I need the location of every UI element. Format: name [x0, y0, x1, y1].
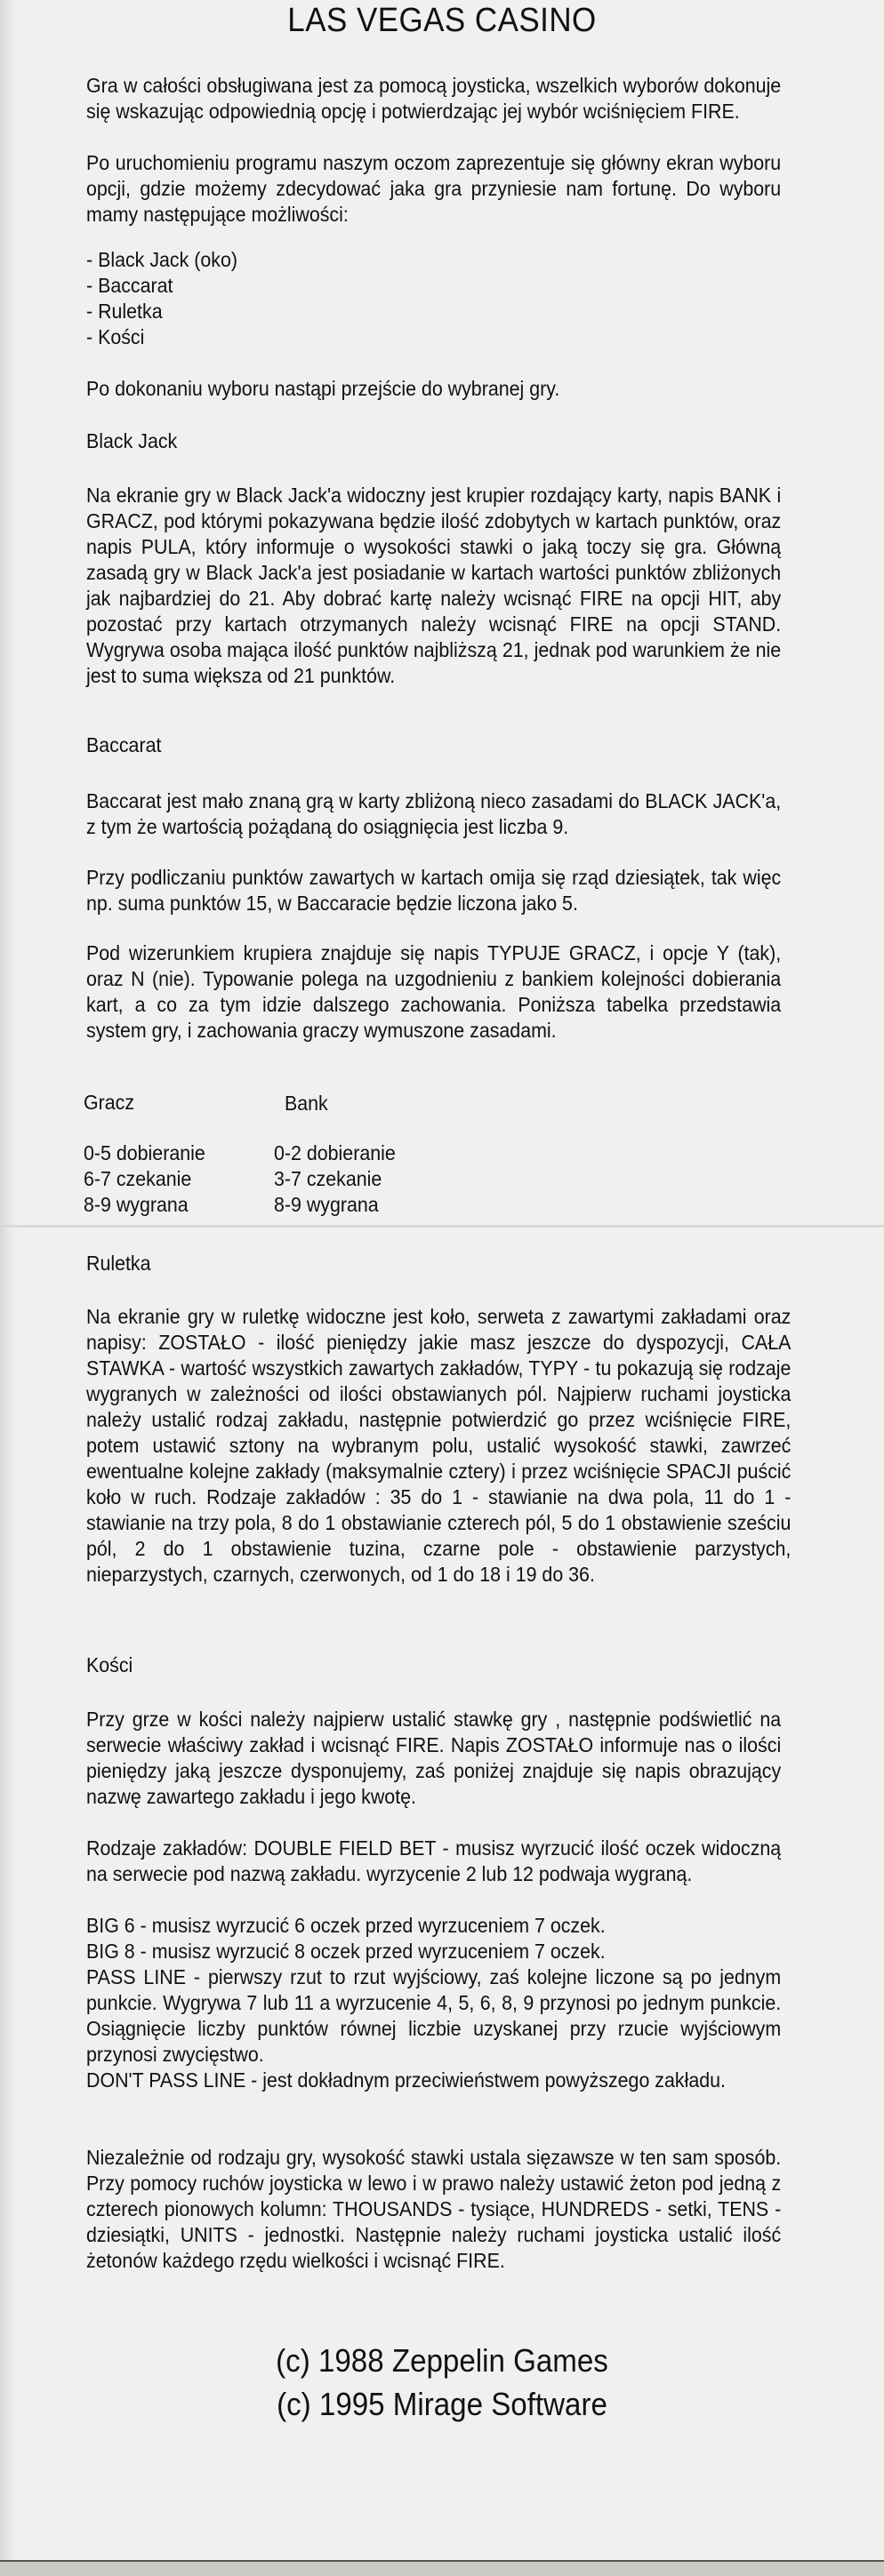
option-ruletka: - Ruletka: [86, 300, 163, 323]
blackjack-paragraph: Na ekranie gry w Black Jack'a widoczny jest krupier rozdający karty, napis BANK i GRACZ, pod którymi pokazywana będzie ilość zdobytych w kartach punktów, oraz napis PULA, który informuje o wysokości stawki o jaką toczy się gra. Główną zasadą gry w Black Jack'a jest posiadanie w kartach wartości punktów zbliżonych jak najbardziej do 21. Aby dobrać kartę należy wcisnąć FIRE na opcji HIT, aby pozostać przy kartach otrzymanych należy wcisnąć FIRE na opcji STAND. Wygrywa osoba mająca ilość punktów najbliższą 21, jednak pod warunkiem że nie jest to suma większa od 21 punktów.: [86, 484, 782, 687]
intro-paragraph-2: Po uruchomieniu programu naszym oczom zaprezentuje się główny ekran wyboru opcji, gdzie możemy zdecydować jaka gra przyniesie nam fortunę. Do wyboru mamy następujące możliwości:: [86, 151, 782, 226]
intro-paragraph-1: Gra w całości obsługiwana jest za pomocą joysticka, wszelkich wyborów dokonuje się wskazując odpowiednią opcję i potwierdzając jej wybór wciśnięciem FIRE.: [86, 74, 782, 123]
table-cell: 3-7 czekanie: [274, 1167, 382, 1190]
kosci-paragraph-big8: BIG 8 - musisz wyrzucić 8 oczek przed wyrzuceniem 7 oczek.: [86, 1940, 606, 1963]
kosci-paragraph-dontpass: DON'T PASS LINE - jest dokładnym przeciwieństwem powyższego zakładu.: [86, 2068, 726, 2092]
table-cell: 0-5 dobieranie: [84, 1141, 205, 1164]
table-cell: 6-7 czekanie: [84, 1167, 192, 1190]
scan-edge: [0, 0, 20, 2574]
kosci-paragraph-passline: PASS LINE - pierwszy rzut to rzut wyjściowy, zaś kolejne liczone są po jednym punkcie. Wygrywa 7 lub 11 a wyrzucenie 4, 5, 6, 8, 9 przynosi po jednym punkcie. Osiągnięcie liczby punktów równej liczbie uzyskanej przy rzucie wyjściowym przynosi zwycięstwo.: [86, 1965, 782, 2066]
option-kosci: - Kości: [86, 325, 145, 348]
baccarat-paragraph-1: Baccarat jest mało znaną grą w karty zbliżoną nieco zasadami do BLACK JACK'a, z tym że wartością pożądaną do osiągnięcia jest liczba 9.: [86, 789, 782, 838]
game-options-list: [86, 247, 237, 350]
section-heading-blackjack: Black Jack: [86, 429, 178, 452]
kosci-paragraph-1: Przy grze w kości należy najpierw ustalić stawkę gry , następnie podświetlić na serwecie właściwy zakład i wcisnąć FIRE. Napis ZOSTAŁO informuje nas o ilości pieniędzy jaką jeszcze dysponujemy, zaś poniżej znajduje się napis obrazujący nazwę zawartego zakładu i jego kwotę.: [86, 1708, 782, 1808]
baccarat-paragraph-3: Pod wizerunkiem krupiera znajduje się napis TYPUJE GRACZ, i opcje Y (tak), oraz N (nie). Typowanie polega na uzgodnieniu z bankiem kolejności dobierania kart, a co za tym idzie dalszego zachowania. Poniższa tabelka przedstawia system gry, i zachowania graczy wymuszone zasadami.: [86, 941, 782, 1042]
table-column-bank: [274, 1140, 396, 1218]
kosci-paragraph-2: Rodzaje zakładów: DOUBLE FIELD BET - musisz wyrzucić ilość oczek widoczną na serwecie pod nazwą zakładu. wyrzycenie 2 lub 12 podwaja wygraną.: [86, 1836, 782, 1885]
paper-fold: [0, 1225, 884, 1228]
table-header-gracz: Gracz: [84, 1091, 135, 1114]
baccarat-paragraph-2: Przy podliczaniu punktów zawartych w kartach omija się rząd dziesiątek, tak więc np. suma punktów 15, w Baccaracie będzie liczona jako 5.: [86, 866, 782, 915]
section-heading-ruletka: Ruletka: [86, 1252, 151, 1275]
table-header-bank: Bank: [285, 1092, 328, 1115]
ruletka-paragraph: Na ekranie gry w ruletkę widoczne jest koło, serweta z zawartymi zakładami oraz napisy: ZOSTAŁO - ilość pieniędzy jakie masz jeszcze do dyspozycji, CAŁA STAWKA - wartość wszystkich zawartych zakładów, TYPY - tu pokazują się rodzaje wygranych w zależności od ilości obstawianych pól. Najpierw ruchami joysticka należy ustalić rodzaj zakładu, następnie potwierdzić go przez wciśnięcie FIRE, potem ustawić sztony na wybranym polu, ustalić wysokość stawki, zawrzeć ewentualne kolejne zakłady (maksymalnie cztery) i przez wciśnięcie SPACJI puścić koło w ruch. Rodzaje zakładów : 35 do 1 - stawianie na dwa pola, 11 do 1 - stawianie na trzy pola, 8 do 1 obstawianie czterech pól, 5 do 1 obstawienie sześciu pól, 2 do 1 obstawienie tuzina, czarne pole - obstawienie parzystych, nieparzystych, czarnych, czerwonych, od 1 do 18 i 19 do 36.: [86, 1305, 792, 1586]
kosci-paragraph-big6: BIG 6 - musisz wyrzucić 6 oczek przed wyrzuceniem 7 oczek.: [86, 1914, 606, 1937]
option-baccarat: - Baccarat: [86, 274, 173, 297]
document-title: LAS VEGAS CASINO: [287, 2, 597, 39]
table-column-gracz: [84, 1140, 205, 1218]
copyright-mirage: (c) 1995 Mirage Software: [277, 2386, 607, 2422]
table-cell: 8-9 wygrana: [84, 1193, 189, 1216]
intro-paragraph-3: Po dokonaniu wyboru nastąpi przejście do wybranej gry.: [86, 377, 560, 400]
copyright-block: [36, 2339, 848, 2426]
table-cell: 8-9 wygrana: [274, 1193, 379, 1216]
stawka-paragraph: Niezależnie od rodzaju gry, wysokość stawki ustala sięzawsze w ten sam sposób. Przy pomocy ruchów joysticka w lewo i w prawo należy ustawić żeton pod jedną z czterech pionowych kolumn: THOUSANDS - tysiące, HUNDREDS - setki, TENS - dziesiątki, UNITS - jednostki. Następnie należy ruchami joysticka ustalić ilość żetonów każdego rzędu wielkości i wcisnąć FIRE.: [86, 2146, 782, 2272]
section-heading-baccarat: Baccarat: [86, 733, 162, 756]
option-blackjack: - Black Jack (oko): [86, 248, 237, 271]
copyright-zeppelin: (c) 1988 Zeppelin Games: [276, 2342, 608, 2379]
table-cell: 0-2 dobieranie: [274, 1141, 396, 1164]
section-heading-kosci: Kości: [86, 1653, 133, 1676]
scan-bottom-edge: [0, 2560, 884, 2576]
